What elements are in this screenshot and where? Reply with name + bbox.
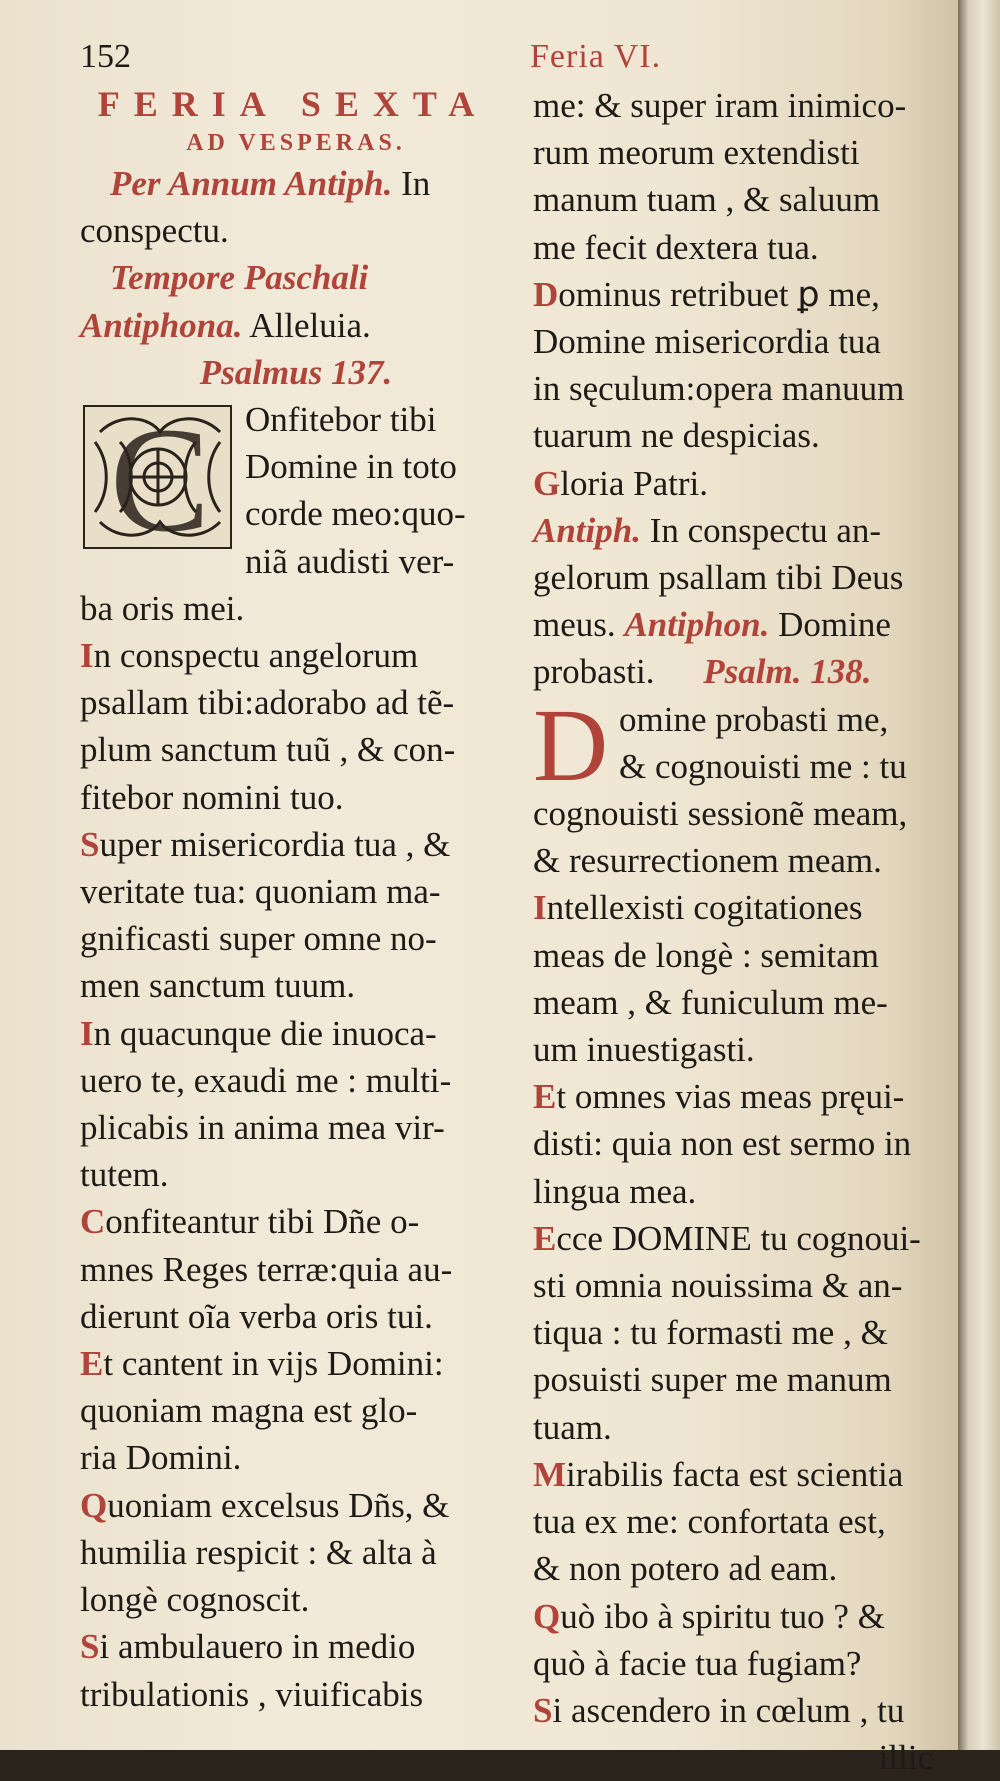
line-text: t omnes vias meas pręui- xyxy=(556,1077,905,1117)
verse-initial: D xyxy=(533,274,559,314)
line-text: um inuestigasti. xyxy=(533,1030,755,1070)
text-line xyxy=(80,1010,512,1057)
antiphon-line-3: meus. Antiphon. Domine xyxy=(533,605,891,645)
line-text: n conspectu angelorum xyxy=(93,636,419,676)
line-text: tua ex me: confortata est, xyxy=(533,1502,886,1542)
text-line xyxy=(533,1593,933,1640)
text-line xyxy=(80,774,512,821)
line-text: meam , & funiculum me- xyxy=(533,982,888,1022)
text-line xyxy=(80,1671,512,1718)
catchword: illic xyxy=(878,1738,933,1778)
line-text: & non potero ad eam. xyxy=(533,1549,838,1589)
text-line xyxy=(80,1293,512,1340)
text-line xyxy=(533,1309,933,1356)
verse-initial: C xyxy=(80,1202,106,1242)
line-text: & cognouisti me : tu xyxy=(619,746,907,786)
text-line xyxy=(80,632,512,679)
text-line xyxy=(80,1151,512,1198)
line-text: & resurrectionem meam. xyxy=(533,841,882,881)
verse-initial: I xyxy=(533,888,547,928)
text-line xyxy=(533,932,933,979)
verse-initial: Q xyxy=(80,1485,108,1525)
antiph-label: Antiph. xyxy=(533,510,641,550)
text-line xyxy=(533,1168,933,1215)
text-line xyxy=(80,679,512,726)
text-line xyxy=(80,1387,512,1434)
line-text: posuisti super me manum xyxy=(533,1360,892,1400)
line-text: longè cognoscit. xyxy=(80,1580,310,1620)
verse-initial: G xyxy=(533,463,561,503)
antiphon-line-2: gelorum psallam tibi Deus xyxy=(533,558,904,598)
line-text: onfiteantur tibi Dñe o- xyxy=(105,1202,420,1242)
line-text: lingua mea. xyxy=(533,1171,697,1211)
psalm-137-continued xyxy=(533,82,933,507)
line-text: manum tuam , & saluum xyxy=(533,180,881,220)
verse-initial: S xyxy=(80,824,100,864)
line-text: plum sanctum tuũ , & con- xyxy=(80,730,456,770)
verse-initial: I xyxy=(80,1013,94,1053)
text-line xyxy=(533,224,933,271)
text-line xyxy=(533,1356,933,1403)
right-column xyxy=(533,82,933,1781)
line-text: cognouisti sessionẽ meam, xyxy=(533,794,908,834)
line-text: meas de longè : semitam xyxy=(533,935,880,975)
line-text: uero te, exaudi me : multi- xyxy=(80,1060,452,1100)
line-text: irabilis facta est scientia xyxy=(566,1454,904,1494)
initial-d: D xyxy=(533,687,609,803)
decorated-initial-c xyxy=(80,397,235,564)
text-line xyxy=(533,176,933,223)
line-text: humilia respicit : & alta à xyxy=(80,1532,437,1572)
antiph-text: In conspectu an- xyxy=(649,510,882,550)
text-line xyxy=(80,726,512,773)
line-text: quò à facie tua fugiam? xyxy=(533,1643,862,1683)
left-column xyxy=(80,82,512,1718)
office-subtitle: AD VESPERAS. xyxy=(186,130,406,156)
line-text: mnes Reges terræ:quia au- xyxy=(80,1249,453,1289)
line-text: i ascendero in cœlum , tu xyxy=(552,1690,905,1730)
line-text: t cantent in vijs Domini: xyxy=(103,1344,444,1384)
text-line xyxy=(80,1482,512,1529)
verse-initial: I xyxy=(80,636,94,676)
text-line xyxy=(533,82,933,129)
verse-initial: E xyxy=(533,1077,557,1117)
psalm-title: Psalmus 137. xyxy=(199,352,393,392)
line-text: men sanctum tuum. xyxy=(80,966,356,1006)
text-line xyxy=(533,790,933,837)
text-line xyxy=(533,460,933,507)
line-text: psallam tibi:adorabo ad tẽ- xyxy=(80,683,455,723)
text-line xyxy=(533,271,933,318)
text-line xyxy=(533,1545,933,1592)
text-line xyxy=(533,1073,933,1120)
line-text: ba oris mei. xyxy=(80,588,245,628)
line-text: in sęculum:opera manuum xyxy=(533,369,905,409)
line-text: Onfitebor tibi xyxy=(245,400,437,440)
verse-initial: E xyxy=(533,1218,557,1258)
line-text: i ambulauero in medio xyxy=(99,1627,416,1667)
line-text: dierunt oĩa verba oris tui. xyxy=(80,1296,433,1336)
text-line xyxy=(533,1026,933,1073)
verse-initial: M xyxy=(533,1454,567,1494)
rubric-label: Per Annum Antiph. xyxy=(110,164,393,203)
page-number: 152 xyxy=(80,38,131,75)
text-line xyxy=(533,1262,933,1309)
verse-initial: S xyxy=(533,1690,553,1730)
psalm-138-text xyxy=(533,687,933,1734)
text-line xyxy=(80,585,512,632)
text-line xyxy=(80,1529,512,1576)
line-text: omine probasti me, xyxy=(619,699,889,739)
text-line xyxy=(80,1057,512,1104)
line-text: fitebor nomini tuo. xyxy=(80,777,344,817)
text-line xyxy=(533,365,933,412)
running-title: Feria VI. xyxy=(530,38,662,75)
text-line xyxy=(533,1498,933,1545)
text-line xyxy=(80,1246,512,1293)
line-text: n quacunque die inuoca- xyxy=(93,1013,437,1053)
text-line xyxy=(533,1451,933,1498)
line-text: uper misericordia tua , & xyxy=(99,824,451,864)
text-line xyxy=(80,1104,512,1151)
text-line xyxy=(533,884,933,931)
text-line xyxy=(533,1404,933,1451)
svg-text:C: C xyxy=(110,397,211,564)
page-edge xyxy=(958,0,1000,1750)
text-line xyxy=(80,821,512,868)
verse-initial: E xyxy=(80,1344,104,1384)
antiphon-line xyxy=(533,507,933,554)
psalm-137-text xyxy=(80,396,512,1718)
rubric-per-annum xyxy=(80,160,512,254)
verse-initial: S xyxy=(80,1627,100,1667)
text-line xyxy=(80,915,512,962)
line-text: uò ibo à spiritu tuo ? & xyxy=(560,1596,885,1636)
verse-initial: Q xyxy=(533,1596,561,1636)
line-text: tuarum ne despicias. xyxy=(533,416,820,456)
line-text: gnificasti super omne no- xyxy=(80,919,437,959)
line-text: cce DOMINE tu cognoui- xyxy=(556,1218,921,1258)
line-text: rum meorum extendisti xyxy=(533,133,860,173)
page-header xyxy=(80,38,940,78)
text-line xyxy=(80,1198,512,1245)
text-line xyxy=(80,1340,512,1387)
line-text: ominus retribuet ꝑ me, xyxy=(558,274,880,314)
psalm-138-label: Psalm. 138. xyxy=(703,652,872,692)
line-text: me: & super iram inimico- xyxy=(533,86,907,125)
antiphon-line-4: probasti. Psalm. 138. xyxy=(533,652,872,692)
text-line xyxy=(533,1120,933,1167)
text-line xyxy=(80,1434,512,1481)
line-text: Domine in toto xyxy=(245,447,457,487)
rubric-paschal xyxy=(80,254,512,348)
line-text: ntellexisti cogitationes xyxy=(546,888,863,928)
text-line xyxy=(533,979,933,1026)
line-text: tiqua : tu formasti me , & xyxy=(533,1313,888,1353)
text-line xyxy=(80,1576,512,1623)
line-text: veritate tua: quoniam ma- xyxy=(80,872,441,912)
text-line xyxy=(533,412,933,459)
line-text: tutem. xyxy=(80,1155,169,1195)
text-line xyxy=(533,318,933,365)
text-line xyxy=(533,1215,933,1262)
line-text: disti: quia non est sermo in xyxy=(533,1124,912,1164)
line-text: tuam. xyxy=(533,1407,612,1447)
rubric-label: Tempore Paschali Antiphona. xyxy=(80,258,369,345)
line-text: quoniam magna est glo- xyxy=(80,1391,418,1431)
text-line xyxy=(533,1640,933,1687)
line-text: me fecit dextera tua. xyxy=(533,227,819,267)
line-text: Domine misericordia tua xyxy=(533,322,881,362)
line-text: sti omnia nouissima & an- xyxy=(533,1266,903,1306)
line-text: niã audisti ver- xyxy=(245,541,455,581)
text-line xyxy=(533,129,933,176)
text-line xyxy=(533,1687,933,1734)
text-line xyxy=(80,962,512,1009)
text-line xyxy=(80,868,512,915)
text-line xyxy=(533,837,933,884)
line-text: ria Domini. xyxy=(80,1438,242,1478)
ornament-initial-icon xyxy=(80,397,235,564)
rubric-text: Alleluia. xyxy=(249,305,371,345)
line-text: tribulationis , viuificabis xyxy=(80,1674,424,1714)
line-text: loria Patri. xyxy=(560,463,708,503)
text-line xyxy=(80,1623,512,1670)
rubric-text: In conspectu. xyxy=(80,164,431,251)
line-text: corde meo:quo- xyxy=(245,494,466,534)
line-text: uoniam excelsus Dñs, & xyxy=(107,1485,450,1525)
line-text: plicabis in anima mea vir- xyxy=(80,1108,445,1148)
office-title: FERIA SEXTA xyxy=(97,84,489,124)
antiphon-label: Antiphon. xyxy=(624,605,770,645)
